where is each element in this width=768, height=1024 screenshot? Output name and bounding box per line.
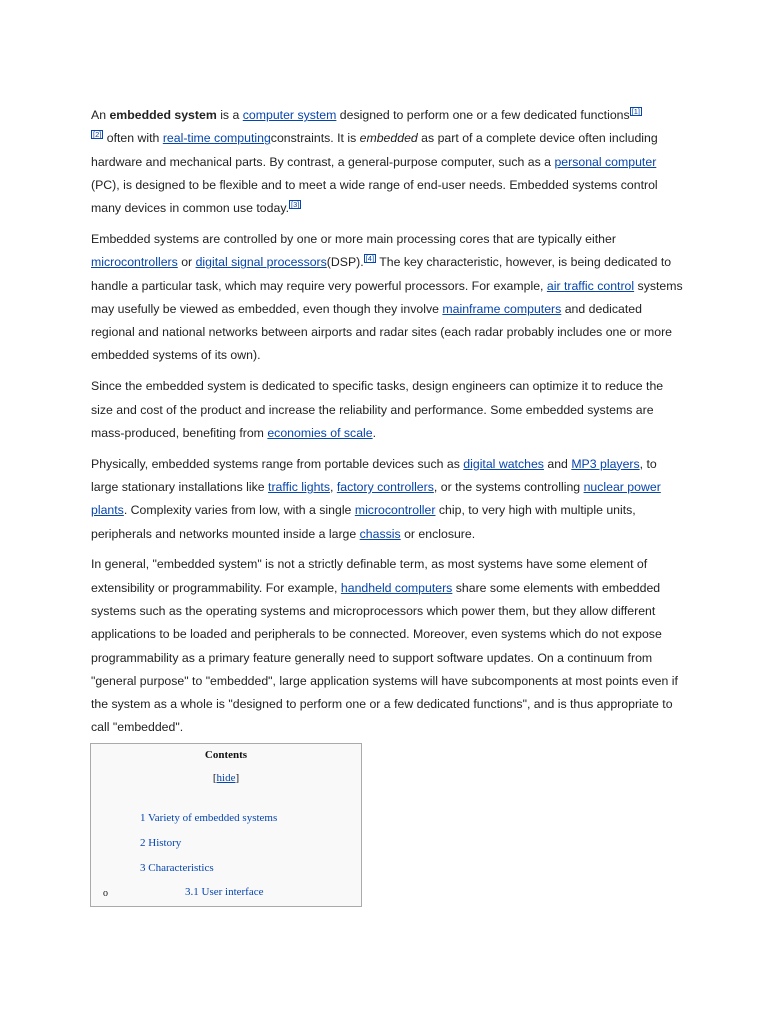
bullet-icon: o: [103, 888, 108, 899]
link-digital-watches[interactable]: digital watches: [463, 456, 544, 471]
link-mainframe-computers[interactable]: mainframe computers: [442, 301, 562, 316]
link-economies-of-scale[interactable]: economies of scale: [267, 425, 373, 440]
text-run: often with: [103, 131, 163, 146]
link-digital-signal-processors[interactable]: digital signal processors: [195, 255, 327, 270]
text-run: chip, to very high with multiple units, peripherals and networks mounted inside a large: [91, 503, 636, 541]
toc-item-variety[interactable]: 1 Variety of embedded systems: [140, 812, 278, 824]
text-run: or enclosure.: [400, 526, 476, 541]
text-run: as part of a complete device often including hardware and mechanical parts. By contrast, a general-purpose computer, such as a: [91, 131, 658, 169]
bold-term: embedded system: [109, 108, 217, 122]
reference-4[interactable]: [364, 254, 376, 263]
toc-hide-link[interactable]: hide: [216, 772, 236, 784]
text-run: Physically, embedded systems range from portable devices such as: [91, 456, 464, 471]
link-handheld-computers[interactable]: handheld computers: [340, 580, 453, 595]
paragraph-physical: [91, 453, 687, 546]
paragraph-general: [91, 553, 687, 739]
text-run: is a: [216, 108, 243, 122]
text-run: systems may usefully be viewed as embedded, even though they involve: [91, 278, 683, 316]
table-of-contents: [90, 743, 362, 907]
reference-label: [3]: [290, 200, 300, 210]
paragraph-design: [91, 375, 687, 445]
text-run: . Complexity varies from low, with a single: [123, 503, 355, 518]
italic-term: embedded: [359, 131, 418, 146]
link-mp3-players[interactable]: MP3 players: [571, 456, 640, 471]
reference-1[interactable]: [630, 107, 642, 116]
paragraph-processors: [91, 228, 687, 368]
text-run: and: [543, 456, 572, 471]
link-computer-system[interactable]: computer system: [242, 108, 337, 122]
toc-title: Contents: [204, 749, 248, 761]
text-run: or: [177, 255, 196, 270]
paragraph-intro: [91, 104, 687, 220]
text-run: ,: [330, 479, 337, 494]
toc-bracket-open: [: [212, 772, 217, 784]
text-run: share some elements with embedded systems such as the operating systems and microprocessors which power them, but they allow different applications to be loaded and peripherals to be connected. Moreover, even systems which do not expose programmability as a primary feature generally need to support software updates. On a continuum from "general purpose" to "embedded", large application systems will have subcomponents at most points even if the system as a whole is "designed to perform one or a few dedicated functions", and is thus appropriate to call "embedded".: [91, 580, 678, 735]
text-run: Since the embedded system is dedicated to specific tasks, design engineers can optimize it to reduce the size and cost of the product and increase the reliability and performance. Some embedded systems are mass-produced, benefiting from: [91, 379, 664, 440]
reference-3[interactable]: [289, 200, 301, 209]
reference-label: [2]: [93, 130, 102, 140]
toc-item-user-interface[interactable]: 3.1 User interface: [185, 886, 264, 898]
text-run: (DSP).: [326, 255, 364, 270]
toc-bracket-close: ]: [235, 772, 240, 784]
text-run: , to large stationary installations like: [91, 456, 657, 494]
text-run: and dedicated regional and national networks between airports and radar sites (each radar probably includes one or more embedded systems of its own).: [91, 301, 673, 363]
text-run: An: [91, 108, 110, 122]
text-run: Embedded systems are controlled by one or more main processing cores that are typically either: [91, 231, 616, 246]
link-traffic-lights[interactable]: traffic lights: [268, 479, 330, 494]
link-personal-computer[interactable]: personal computer: [554, 154, 657, 169]
link-microcontroller[interactable]: microcontroller: [354, 503, 436, 518]
text-run: designed to perform one or a few dedicated functions: [336, 108, 630, 122]
link-factory-controllers[interactable]: factory controllers: [336, 479, 434, 494]
reference-2[interactable]: [91, 130, 103, 139]
link-air-traffic-control[interactable]: air traffic control: [546, 278, 635, 293]
text-run: The key characteristic, however, is being dedicated to handle a particular task, which may require very powerful processors. For example,: [91, 255, 672, 293]
text-run: , or the systems controlling: [433, 479, 584, 494]
reference-label: [1]: [631, 107, 640, 116]
text-run: (PC), is designed to be flexible and to meet a wide range of end-user needs. Embedded systems control many devices in common use today.: [91, 177, 658, 216]
article-body: [91, 104, 687, 747]
text-run: constraints. It is: [270, 131, 360, 146]
reference-label: [4]: [365, 254, 375, 264]
link-nuclear-power-plants[interactable]: nuclear power plants: [91, 479, 661, 518]
link-chassis[interactable]: chassis: [359, 526, 401, 541]
text-run: .: [372, 425, 377, 440]
link-real-time-computing[interactable]: real-time computing: [162, 131, 271, 146]
link-microcontrollers[interactable]: microcontrollers: [91, 255, 178, 270]
text-run: In general, "embedded system" is not a strictly definable term, as most systems have some element of extensibility or programmability. For example,: [91, 557, 648, 595]
toc-item-history[interactable]: 2 History: [140, 837, 182, 849]
toc-toggle: [91, 772, 361, 784]
toc-item-characteristics[interactable]: 3 Characteristics: [140, 862, 214, 874]
